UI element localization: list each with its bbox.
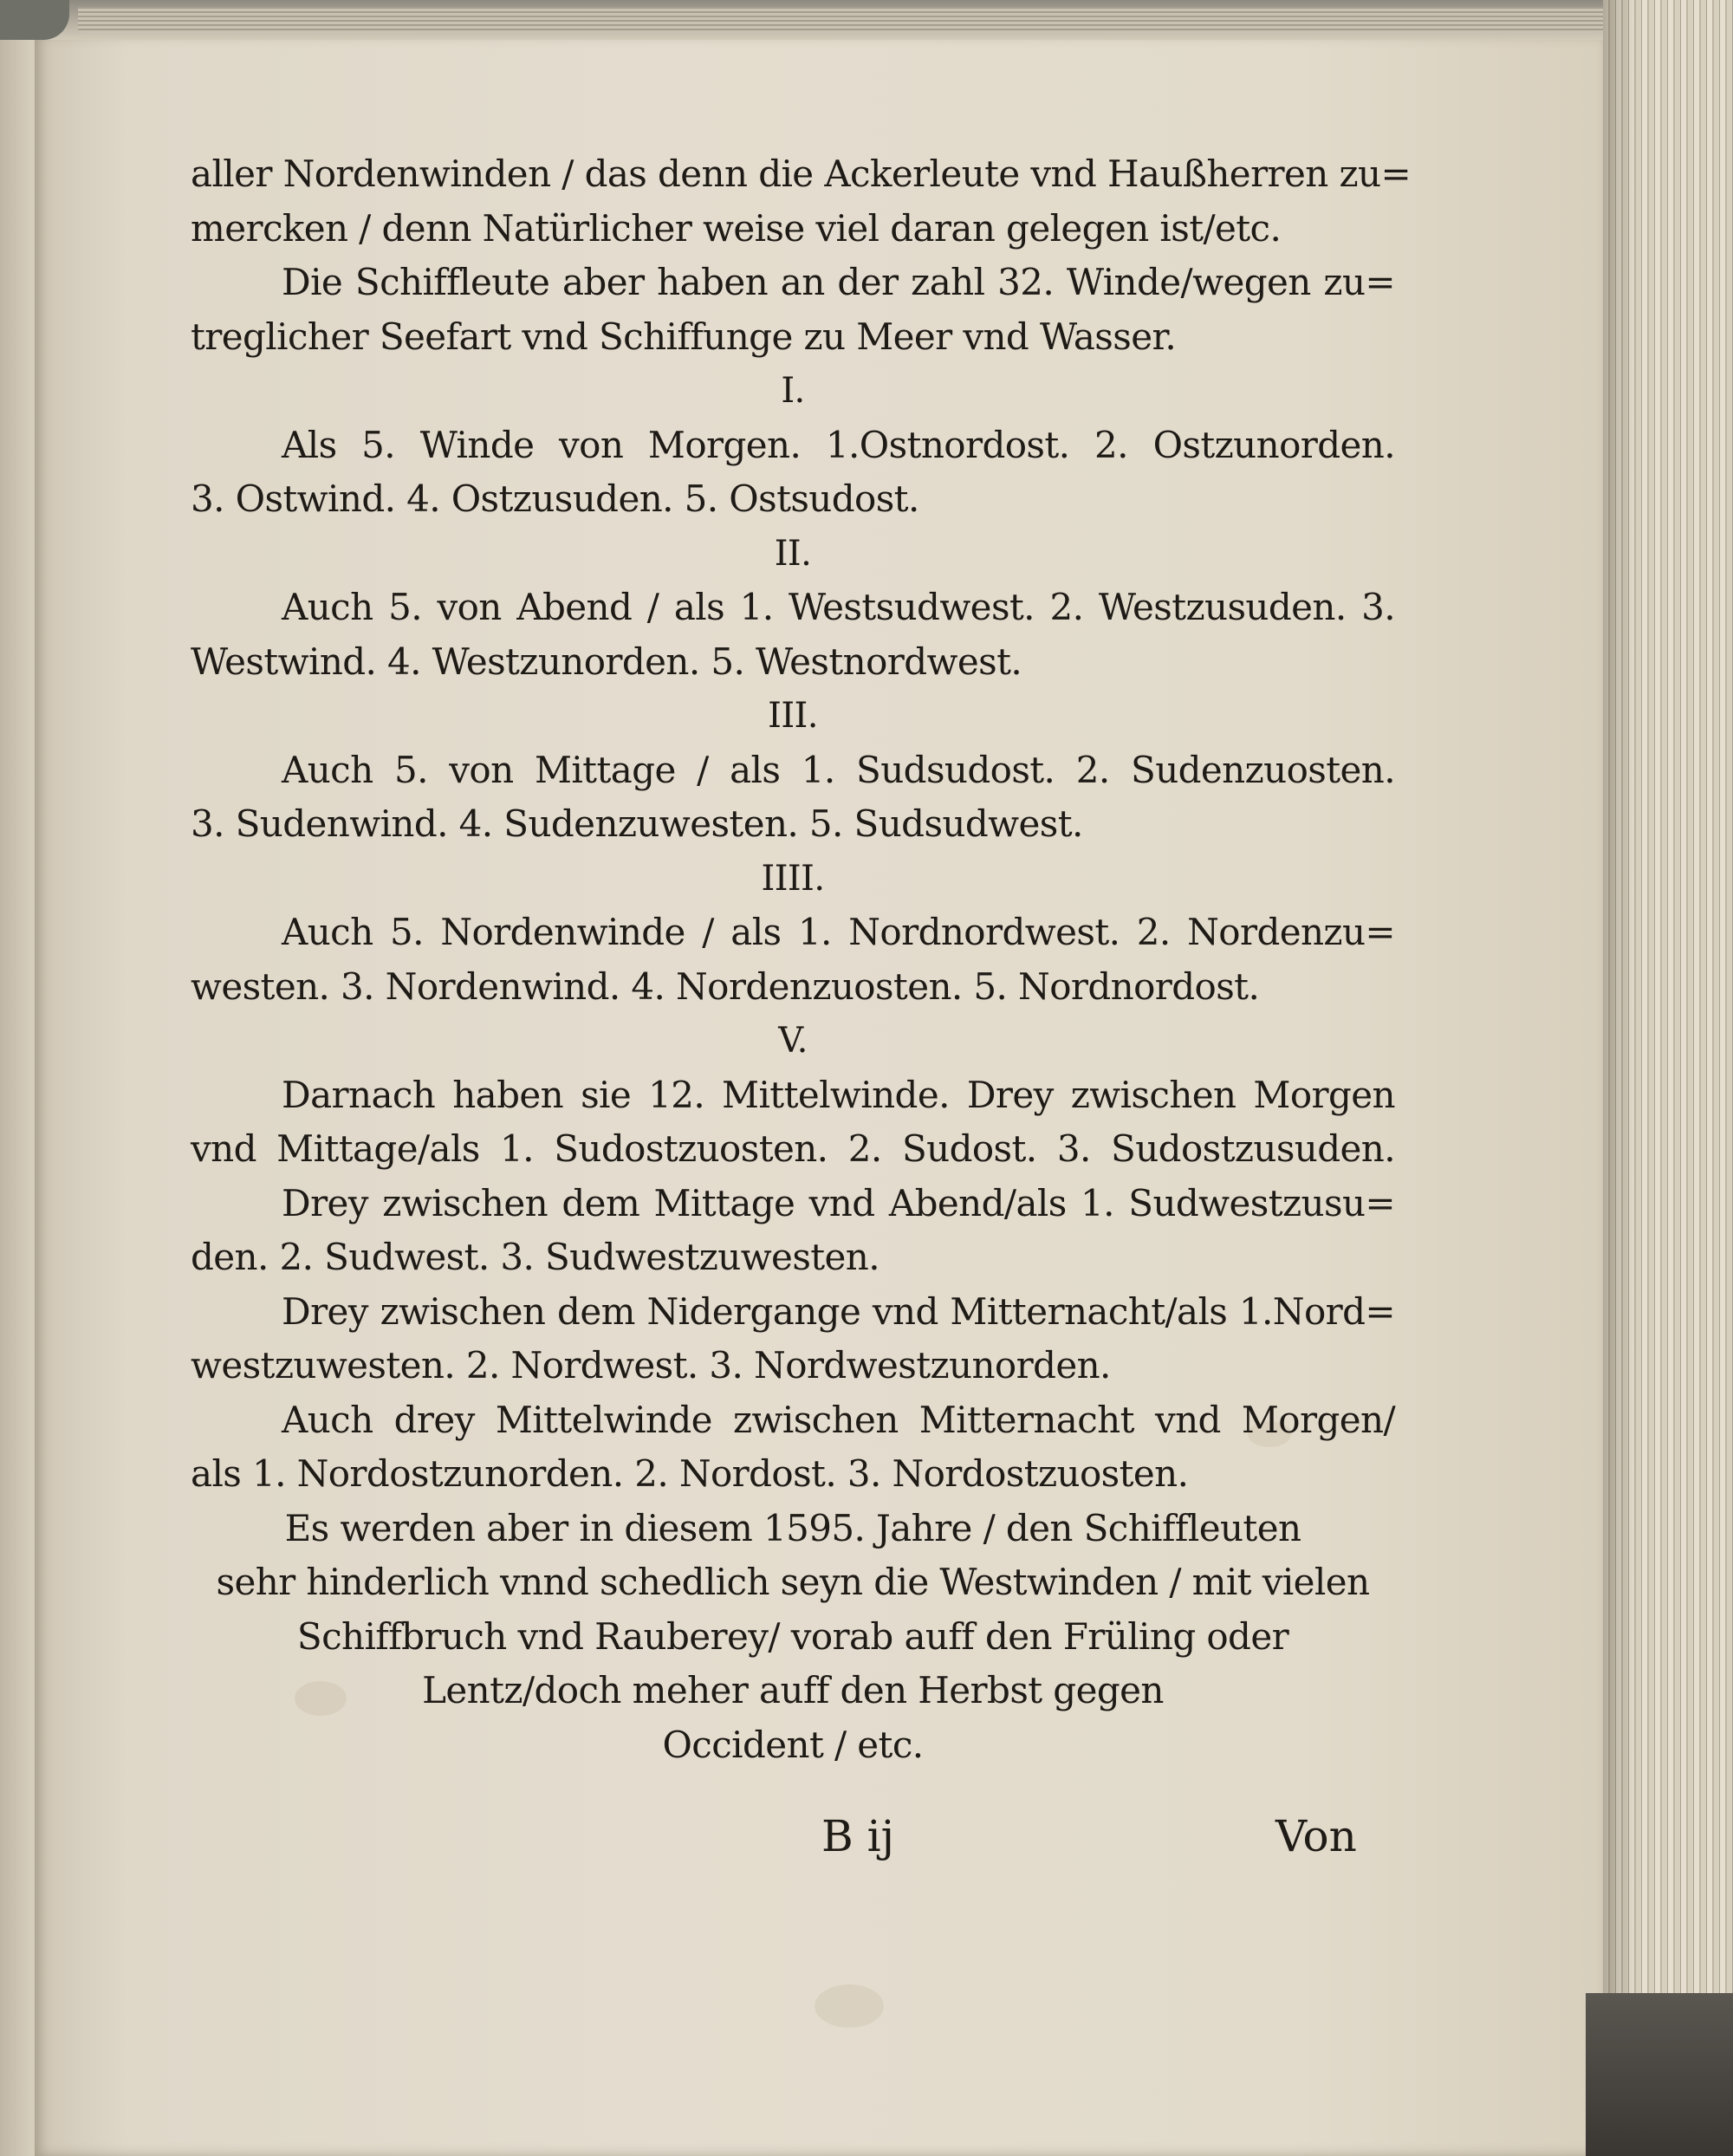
text-line: westzuwesten. 2. Nordwest. 3. Nordwestzunorden. <box>191 1344 1111 1386</box>
section-numeral: II. <box>774 533 812 574</box>
text-line: Auch 5. von Abend / als 1. Westsudwest. 2. Westzusuden. 3. <box>282 586 1395 628</box>
top-book-edge <box>0 0 1698 40</box>
text-line: Westwind. 4. Westzunorden. 5. Westnordwest. <box>191 640 1022 683</box>
text-line: Lentz/doch meher auff den Herbst gegen <box>422 1669 1164 1711</box>
text-line: 3. Sudenwind. 4. Sudenzuwesten. 5. Sudsudwest. <box>191 802 1083 845</box>
text-line: Auch drey Mittelwinde zwischen Mitternacht vnd Morgen/ <box>282 1398 1395 1441</box>
signature-mark: B ij <box>821 1811 895 1861</box>
background-strip <box>1586 1993 1733 2156</box>
section-numeral: III. <box>768 696 818 736</box>
page-stack-edge <box>1603 0 1733 2156</box>
text-line: als 1. Nordostzunorden. 2. Nordost. 3. Nordostzuosten. <box>191 1452 1189 1495</box>
text-line: Als 5. Winde von Morgen. 1.Ostnordost. 2. Ostzunorden. <box>282 423 1395 466</box>
text-line: Occident / etc. <box>662 1723 924 1766</box>
text-line: westen. 3. Nordenwind. 4. Nordenzuosten. 5. Nordnordost. <box>191 964 1260 1008</box>
text-line: Die Schiffleute aber haben an der zahl 32. Winde/wegen zu= <box>282 261 1395 303</box>
book-clip <box>0 0 69 40</box>
text-line: Darnach haben sie 12. Mittelwinde. Drey zwischen Morgen <box>282 1073 1395 1116</box>
catchword: Von <box>1275 1811 1357 1861</box>
text-line: mercken / denn Natürlicher weise viel daran gelegen ist/etc. <box>191 206 1282 250</box>
text-line: den. 2. Sudwest. 3. Sudwestzuwesten. <box>191 1236 880 1278</box>
text-line: Auch 5. von Mittage / als 1. Sudsudost. 2. Sudenzuosten. <box>282 748 1395 791</box>
section-numeral: I. <box>781 371 805 411</box>
text-line: aller Nordenwinden / das denn die Ackerleute vnd Haußherren zu= <box>191 153 1412 195</box>
text-line: Drey zwischen dem Nidergange vnd Mitternacht/als 1.Nord= <box>282 1289 1395 1333</box>
text-line: sehr hinderlich vnnd schedlich seyn die Westwinden / mit vielen <box>216 1561 1370 1603</box>
section-numeral: IIII. <box>761 858 825 899</box>
text-line: Es werden aber in diesem 1595. Jahre / den Schiffleuten <box>284 1506 1301 1549</box>
text-line: Drey zwischen dem Mittage vnd Abend/als 1. Sudwestzusu= <box>282 1181 1395 1224</box>
text-line: 3. Ostwind. 4. Ostzusuden. 5. Ostsudost. <box>191 477 919 520</box>
text-line: vnd Mittage/als 1. Sudostzuosten. 2. Sudost. 3. Sudostzusuden. <box>191 1127 1395 1170</box>
text-line: treglicher Seefart vnd Schiffunge zu Meer vnd Wasser. <box>191 315 1177 358</box>
text-line: Schiffbruch vnd Rauberey/ vorab auff den Früling oder <box>296 1614 1289 1658</box>
page-text <box>191 147 1412 1772</box>
text-line: Auch 5. Nordenwinde / als 1. Nordnordwest. 2. Nordenzu= <box>282 911 1395 953</box>
section-numeral: V. <box>778 1021 808 1061</box>
